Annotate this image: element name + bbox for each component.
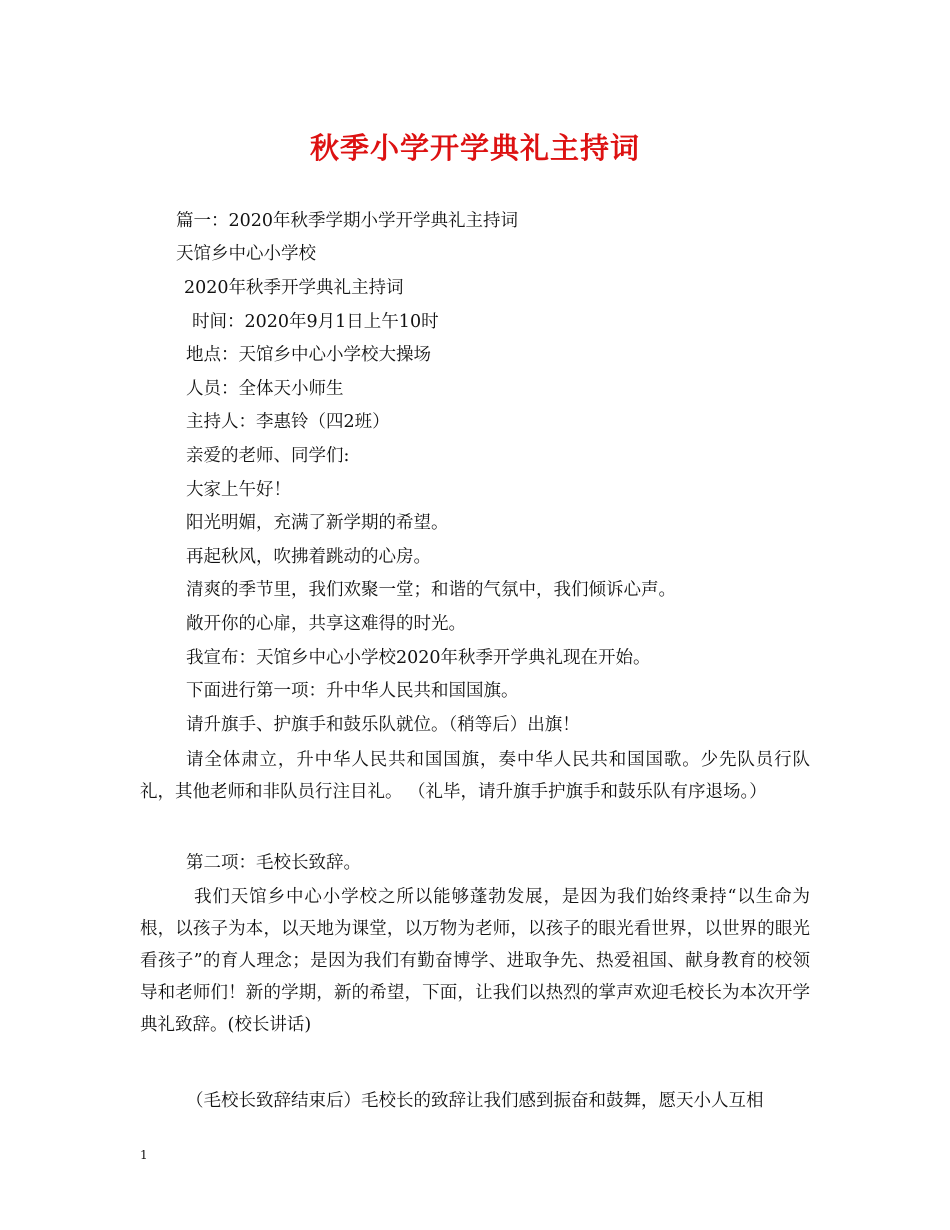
text-line: 亲爱的老师、同学们: (186, 446, 350, 466)
text-line: 地点：天馆乡中心小学校大操场 (186, 345, 431, 365)
text-line: 再起秋风，吹拂着跳动的心房。 (186, 547, 431, 567)
paragraph-item-two: 第二项：毛校长致辞。 (186, 853, 361, 873)
text-line: 主持人：李惠铃（四2班） (186, 412, 390, 432)
text-line: 敞开你的心扉，共享这难得的时光。 (186, 614, 466, 634)
paragraph-flag-raising: 请全体肃立，升中华人民共和国国旗，奏中华人民共和国国歌。少先队员行队礼，其他老师和非队员行注目礼。 （礼毕，请升旗手护旗手和鼓乐队有序退场。） (140, 750, 810, 802)
text-line: 阳光明媚，充满了新学期的希望。 (186, 513, 449, 533)
document-title: 秋季小学开学典礼主持词 (309, 131, 640, 165)
text-line: 人员：全体天小师生 (186, 379, 344, 399)
paragraph-principal-intro: 我们天馆乡中心小学校之所以能够蓬勃发展，是因为我们始终秉持“以生命为根，以孩子为本，以天地为课堂，以万物为老师，以孩子的眼光看世界，以世界的眼光看孩子”的育人理念；是因为我们有勤奋博学、进取争先、热爱祖国、献身教育的校领导和老师们！新的学期，新的希望，下面，让我们以热烈的掌声欢迎毛校长为本次开学典礼致辞。(校长讲话) (140, 887, 810, 1035)
page-number: 1 (140, 1148, 148, 1162)
text-line: 2020年秋季开学典礼主持词 (184, 278, 404, 298)
text-line: 天馆乡中心小学校 (176, 244, 316, 264)
text-line: 请升旗手、护旗手和鼓乐队就位。（稍等后）出旗！ (186, 715, 580, 735)
text-line: 大家上午好！ (186, 480, 291, 500)
text-line: 篇一：2020年秋季学期小学开学典礼主持词 (176, 211, 519, 231)
text-line: 下面进行第一项：升中华人民共和国国旗。 (186, 681, 519, 701)
text-line: 清爽的季节里，我们欢聚一堂；和谐的气氛中，我们倾诉心声。 (186, 580, 676, 600)
text-line: 时间：2020年9月1日上午10时 (192, 312, 439, 332)
paragraph-after-speech: （毛校长致辞结束后）毛校长的致辞让我们感到振奋和鼓舞，愿天小人互相 (186, 1091, 764, 1111)
text-line: 我宣布：天馆乡中心小学校2020年秋季开学典礼现在开始。 (186, 648, 651, 668)
